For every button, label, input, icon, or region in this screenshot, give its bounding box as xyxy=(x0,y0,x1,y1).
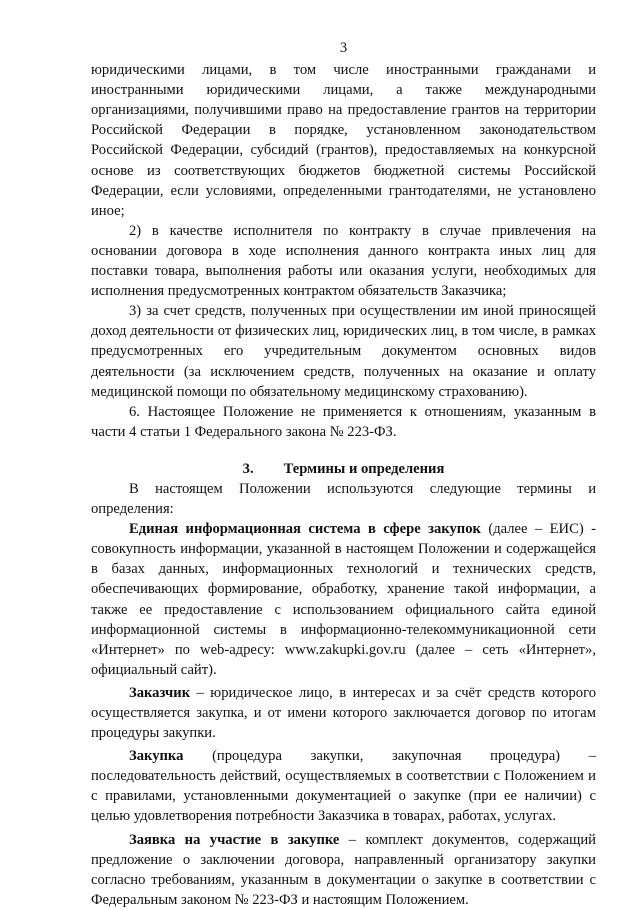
term-definition-eis xyxy=(91,519,596,680)
section-number: 3. xyxy=(242,460,254,477)
list-item-continuation: юридическими лицами, в том числе иностранными гражданами и иностранными юридическими лицами, а также международными организациями, получившими право на предоставление грантов на территории Российской Федерации в порядке, установленном законодательством Российской Федерации, субсидий (грантов), предоставляемых на конкурсной основе из соответствующих бюджетов бюджетной системы Российской Федерации, если условиями, определенными грантодателями, не установлено иное; xyxy=(91,62,596,219)
term-definition-customer xyxy=(91,683,596,743)
section-title: Термины и определения xyxy=(283,460,445,477)
term-name: Заказчик xyxy=(129,684,191,701)
term-name: Заявка на участие в закупке xyxy=(129,831,340,848)
term-name: Единая информационная система в сфере закупок xyxy=(129,521,481,538)
clause-6: 6. Настоящее Положение не применяется к отношениям, указанным в части 4 статьи 1 Федерального закона № 223-ФЗ. xyxy=(91,403,596,440)
list-item-2: 2) в качестве исполнителя по контракту в случае привлечения на основании договора в ходе исполнения данного контракта иных лиц для поставки товара, выполнения работы или оказания услуги, необходимых для исполнения предусмотренных контрактом обязательств Заказчика; xyxy=(91,222,596,300)
term-text: – юридическое лицо, в интересах и за счёт средств которого осуществляется закупка, и от имени которого заключается договор по итогам процедуры закупки. xyxy=(91,684,596,742)
list-item-3: 3) за счет средств, полученных при осуществлении им иной приносящей доход деятельности от физических лиц, юридических лиц, в том числе, в рамках предусмотренных его учредительным документом основных видов деятельности (за исключением средств, полученных на оказание и оплату медицинской помощи по обязательному медицинскому страхованию). xyxy=(91,303,596,400)
term-text: – комплект документов, содержащий предложение о заключении договора, направленный организатору закупки согласно требованиям, указанным в документации о закупке в соответствии с Федеральным законом № 223-ФЗ и настоящим Положением. xyxy=(91,831,596,908)
document-page xyxy=(91,38,596,910)
term-text: (далее – ЕИС) - совокупность информации, указанной в настоящем Положении и содержащейся в базах данных, информационных технологий и технических средств, обеспечивающих формирование, обработку, хранение такой информации, а также ее предоставление с использованием официального сайта единой информационной системы в информационно-телекоммуникационной сети «Интернет» по web-адресу: www.zakupki.gov.ru (далее – сеть «Интернет», официальный сайт). xyxy=(91,521,596,678)
term-definition-procurement xyxy=(91,746,596,826)
term-definition-application xyxy=(91,830,596,910)
term-name: Закупка xyxy=(129,748,184,765)
section-intro: В настоящем Положении используются следующие термины и определения: xyxy=(91,480,596,518)
page-number: 3 xyxy=(339,40,348,56)
section-heading xyxy=(91,459,596,479)
term-text: (процедура закупки, закупочная процедура) – последовательность действий, осуществляемых в соответствии с Положением и с правилами, установленными документацией о закупке (при ее наличии) с целью удовлетворения потребности Заказчика в товарах, работах, услугах. xyxy=(91,748,596,825)
